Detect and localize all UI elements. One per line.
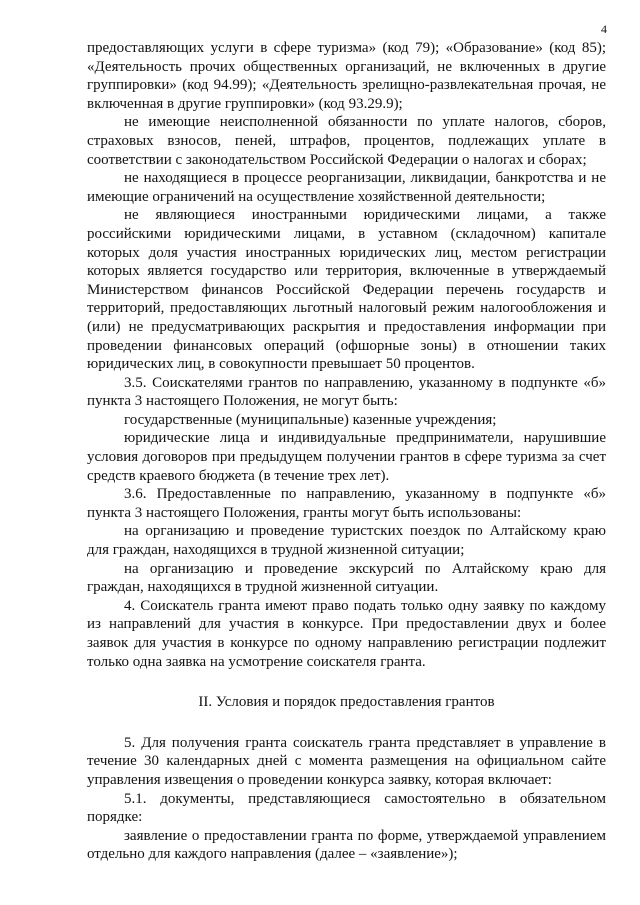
paragraph-5: 5. Для получения гранта соискатель гранта представляет в управление в течение 30 календарных дней с момента размещения на официальном сайте управления извещения о проведении конкурса заявку, которая включает: (87, 734, 606, 788)
paragraph-no-reorganization: не находящиеся в процессе реорганизации, ликвидации, банкротства и не имеющие ограничений на осуществление хозяйственной деятельности; (87, 170, 606, 205)
paragraph-tourist-trips: на организацию и проведение туристских поездок по Алтайскому краю для граждан, находящихся в трудной жизненной ситуации; (87, 523, 606, 559)
paragraph-not-foreign-entity: не являющиеся иностранными юридическими лицами, а также российскими юридическими лицами, в уставном (складочном) капитале которых доля участия иностранных юридических лиц, местом регистрации которых является государство или территория, включенные в утверждаемый Министерством финансов Российской Федерации перечень государств и территорий, предоставляющих льготный налоговый режим налогообложения и (или) не предусматривающих раскрытия и предоставления информации при проведении финансовых операций (офшорные зоны) в отношении таких юридических лиц, в совокупности превышает 50 процентов. (87, 207, 606, 373)
paragraph-4: 4. Соискатель гранта имеют право подать только одну заявку по каждому из направлений для участия в конкурсе. При предоставлении двух и более заявок для участия в конкурсе по одному направлению регистрации подлежит только одна заявка на усмотрение соискателя гранта. (87, 597, 606, 670)
paragraph-no-tax-debt: не имеющие неисполненной обязанности по уплате налогов, сборов, страховых взносов, пеней, штрафов, процентов, подлежащих уплате в соответствии с законодательством Российской Федерации о налогах и сборах; (87, 114, 606, 168)
section-title: II. Условия и порядок предоставления грантов (198, 694, 495, 711)
page-number: 4 (601, 22, 607, 36)
paragraph-5-1: 5.1. документы, представляющиеся самостоятельно в обязательном порядке: (87, 790, 606, 826)
paragraph-continuation: предоставляющих услуги в сфере туризма» (код 79); «Образование» (код 85); «Деятельность прочих общественных организаций, не включенных в другие группировки» (код 94.99); «Деятельность зрелищно-развлекательная прочая, не включенная в другие группировки» (код 93.29.9); (87, 40, 606, 112)
paragraph-excursions: на организацию и проведение экскурсий по Алтайскому краю для граждан, находящихся в трудной жизненной ситуации. (87, 560, 606, 596)
paragraph-application: заявление о предоставлении гранта по форме, утверждаемой управлением отдельно для каждого направления (далее – «заявление»); (87, 827, 606, 863)
paragraph-contract-violators: юридические лица и индивидуальные предприниматели, нарушившие условия договоров при предыдущем получении грантов в сфере туризма за счет средств краевого бюджета (в течение трех лет). (87, 430, 606, 484)
paragraph-3-6: 3.6. Предоставленные по направлению, указанному в подпункте «б» пункта 3 настоящего Положения, гранты могут быть использованы: (87, 486, 606, 521)
document-body (87, 39, 606, 864)
paragraph-state-institutions: государственные (муниципальные) казенные учреждения; (124, 411, 497, 428)
paragraph-3-5: 3.5. Соискателями грантов по направлению, указанному в подпункте «б» пункта 3 настоящего Положения, не могут быть: (87, 374, 606, 410)
